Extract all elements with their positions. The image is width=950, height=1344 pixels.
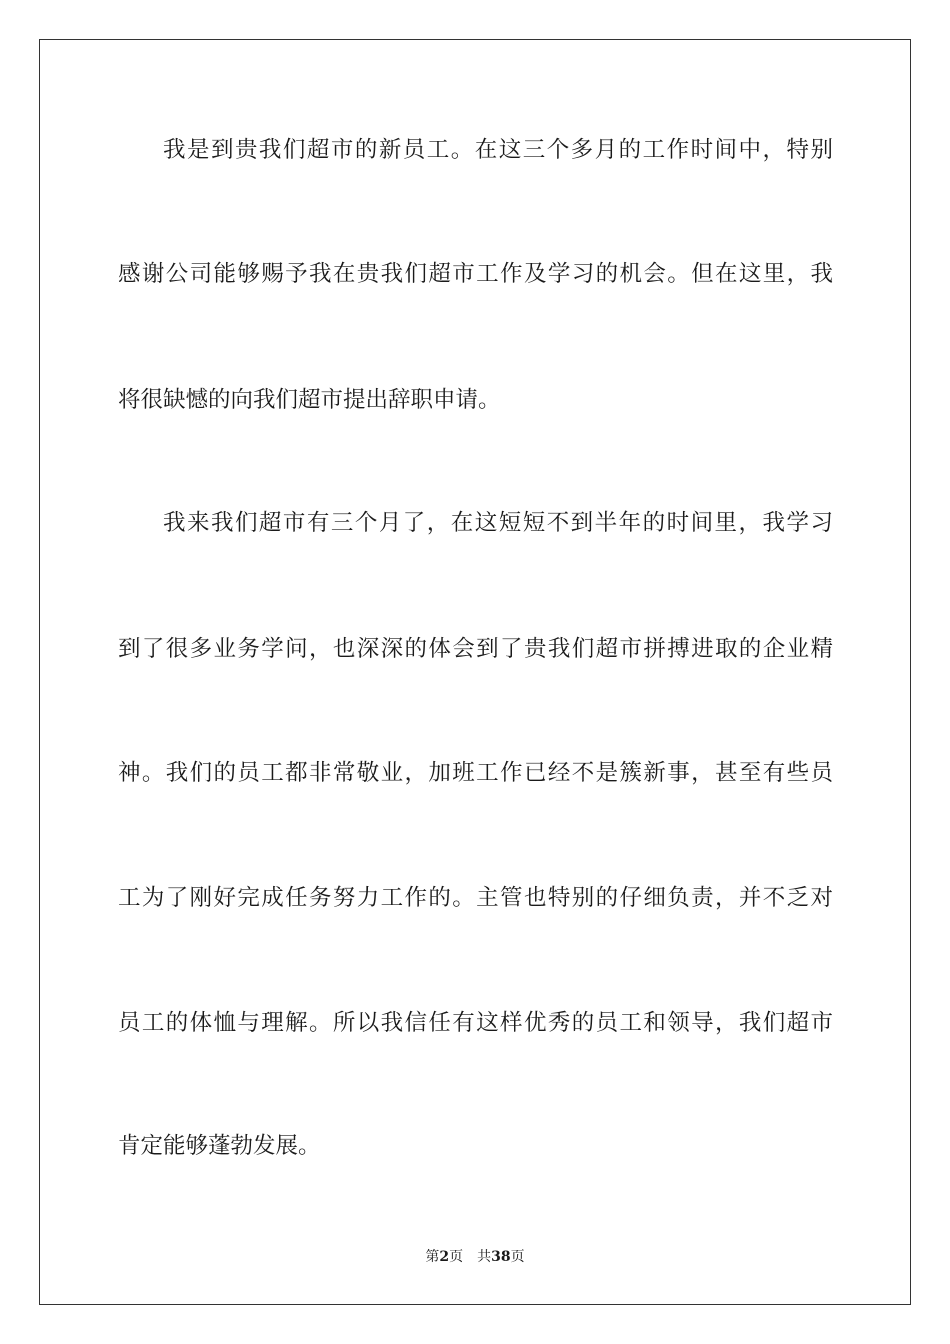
total-suffix: 页: [510, 1249, 525, 1265]
paragraph-2-line-3: 神。我们的员工都非常敬业，加班工作已经不是簇新事，甚至有些员: [118, 760, 833, 786]
paragraph-2-line-2: 到了很多业务学问，也深深的体会到了贵我们超市拼搏进取的企业精: [118, 636, 833, 662]
paragraph-2-line-6: 肯定能够蓬勃发展。: [118, 1133, 321, 1159]
paragraph-1-line-3: 将很缺憾的向我们超市提出辞职申请。: [118, 387, 501, 413]
paragraph-2-line-4: 工为了刚好完成任务努力工作的。主管也特别的仔细负责，并不乏对: [118, 885, 833, 911]
total-pages: 38: [491, 1249, 511, 1265]
paragraph-1-line-1: 我是到贵我们超市的新员工。在这三个多月的工作时间中，特别: [163, 137, 833, 163]
paragraph-2-line-1: 我来我们超市有三个月了，在这短短不到半年的时间里，我学习: [163, 510, 833, 536]
paragraph-1-line-2: 感谢公司能够赐予我在贵我们超市工作及学习的机会。但在这里，我: [118, 261, 833, 287]
page-prefix: 第: [425, 1249, 440, 1265]
page-number: 2: [439, 1249, 450, 1265]
paragraph-2-line-5: 员工的体恤与理解。所以我信任有这样优秀的员工和领导，我们超市: [118, 1010, 833, 1036]
page-border: [39, 39, 911, 1305]
page-footer: [0, 1247, 950, 1267]
total-prefix: 共: [477, 1249, 492, 1265]
page-suffix: 页: [449, 1249, 464, 1265]
